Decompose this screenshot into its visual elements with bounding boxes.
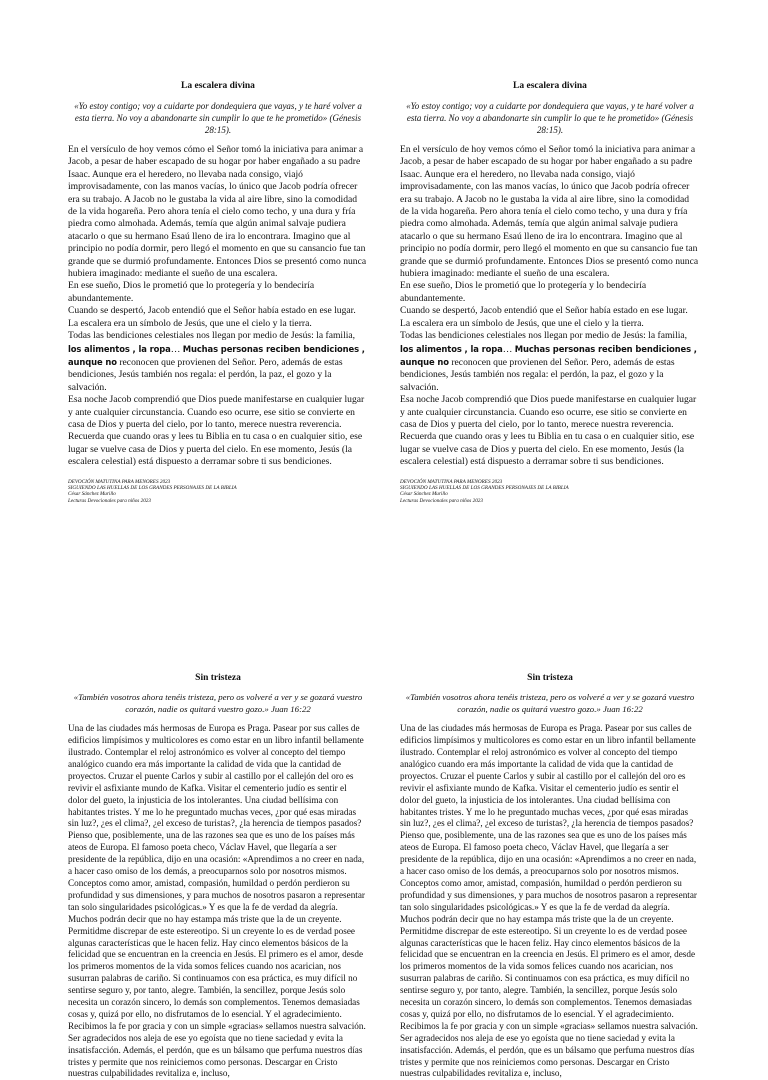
devotional-page-tristeza-left <box>68 672 368 1080</box>
bible-verse: «También vosotros ahora tenéis tristeza, pero os volveré a ver y se gozará vuestro corazón, nadie os quitará vuestro gozo.» Juan 16:22 <box>73 692 363 714</box>
bible-verse: «Yo estoy contigo; voy a cuidarte por dondequiera que vayas, y te haré volver a esta tierra. No voy a abandonarte sin cumplir lo que te he prometido» (Génesis 28:15). <box>74 101 362 135</box>
devotional-body: Una de las ciudades más hermosas de Europa es Praga. Pasear por sus calles de edificios limpísimos y multicolores es como estar en un libro infantil bellamente ilustrado. Contemplar el reloj astronómico es volver al concepto del tiempo analógico cuando era más importante la calidad de vida que la cantidad de proyectos. Cruzar el puente Carlos y subir al castillo por el callejón del oro es revivir el asfixiante mundo de Kafka. Visitar el cementerio judío es sentir el dolor del gueto, la injusticia de los intolerantes. Una ciudad bellísima con habitantes tristes. Y me lo he preguntado muchas veces, ¿por qué esas miradas sin luz?, ¿es el clima?, ¿el exceso de turistas?, ¿la herencia de tiempos pasados? Pienso que, posiblemente, una de las razones sea que es uno de los países más ateos de Europa. El famoso poeta checo, Václav Havel, que llegaría a ser presidente de la república, dijo en una ocasión: «Aprendimos a no creer en nada, a hacer caso omiso de los demás, a preocuparnos solo por nosotros mismos. Conceptos como amor, amistad, compasión, humildad o perdón perdieron su profundidad y sus dimensiones, y para muchos de nosotros pasaron a representar tan solo singularidades psicológicas.» Y es que la fe de verdad da alegría. Muchos podrán decir que no hay estampa más triste que la de un creyente. Permitidme discrepar de este estereotipo. Si un creyente lo es de verdad posee algunas características que le hacen feliz. Hay cinco elementos básicos de la felicidad que se encuentran en la creencia en Jesús. El primero es el amor, desde los primeros momentos de la vida somos felices cuando nos acarician, nos susurran palabras de cariño. Si continuamos con esa práctica, es muy difícil no sentirse seguro y, por tanto, alegre. También, la sencillez, porque Jesús solo necesita un corazón sincero, lo demás son complementos. Tenemos demasiadas cosas y, quizá por ello, no disfrutamos de lo esencial. Y el agradecimiento. Recibimos la fe por gracia y con un simple «gracias» sellamos nuestra salvación. Ser agradecidos nos aleja de ese yo egoísta que no tiene saciedad y evita la insatisfacción. Además, el perdón, que es un bálsamo que perfuma nuestros días tristes y permite que nos reiniciemos como personas. Descargar en Cristo nuestras culpabilidades revitaliza e, incluso, <box>68 723 366 1079</box>
page-title: Sin tristeza <box>195 673 241 683</box>
paragraph: Esa noche Jacob comprendió que Dios puede manifestarse en cualquier lugar y ante cualquier circunstancia. Cuando eso ocurre, ese sitio se convierte en casa de Dios y puerta del cielo, por lo tanto, merece nuestra reverencia. <box>68 394 365 430</box>
paragraph: Recuerda que cuando oras y lees tu Biblia en tu casa o en cualquier sitio, ese lugar se vuelve casa de Dios y puerta del cielo. En ese momento, Jesús (la escalera celestial) está dispuesto a derramar sobre ti sus bendiciones. <box>68 431 363 468</box>
paragraph: Todas las bendiciones celestiales nos llegan por medio de Jesús: la familia, los alimentos , la ropa… Muchas personas reciben bendiciones , aunque no reconocen que provienen del Señor. Pero, además de estas bendiciones, Jesús también nos regala: el perdón, la paz, el gozo y la salvación. <box>400 330 697 393</box>
handwritten-text: Muchas personas reciben bendiciones , aunque no <box>68 343 365 367</box>
credits: DEVOCIÓN MATUTINA PARA MENORES 2023 SIGUIENDO LAS HUELLAS DE LOS GRANDES PERSONAJES DE LA BIBLIA César Sánchez Murillo Lecturas Devocionales para niños 2023 <box>400 478 569 504</box>
paragraph: En ese sueño, Dios le prometió que lo protegería y lo bendeciría abundantemente. <box>400 280 647 304</box>
paragraph: Todas las bendiciones celestiales nos llegan por medio de Jesús: la familia, los alimentos , la ropa… Muchas personas reciben bendiciones , aunque no reconocen que provienen del Señor. Pero, además de estas bendiciones, Jesús también nos regala: el perdón, la paz, el gozo y la salvación. <box>68 330 365 393</box>
paragraph: Cuando se despertó, Jacob entendió que el Señor había estado en ese lugar. La escalera era un símbolo de Jesús, que une el cielo y la tierra. <box>400 305 688 329</box>
handwritten-text: los alimentos , la ropa <box>400 343 503 354</box>
paragraph: En el versículo de hoy vemos cómo el Señor tomó la iniciativa para animar a Jacob, a pesar de haber escapado de su hogar por haber engañado a su padre Isaac. Aunque era el heredero, no llevaba nada consigo, viajó improvisadamente, con las manos vacías, lo único que Jacob podría ofrecer era su trabajo. A Jacob no le gustaba la vida al aire libre, sino la comodidad de la vida hogareña. Pero ahora tenía el cielo como techo, y una dura y fría piedra como almohada. Además, temía que algún animal salvaje pudiera atacarlo o que su hermano Esaú lleno de ira lo encontrara. Imagino que al principio no podía dormir, pero llegó el momento en que su cansancio fue tan grande que se durmió profundamente. Entonces Dios se presentó como nunca hubiera imaginado: mediante el sueño de una escalera. <box>68 144 367 280</box>
bible-verse: «Yo estoy contigo; voy a cuidarte por dondequiera que vayas, y te haré volver a esta tierra. No voy a abandonarte sin cumplir lo que te he prometido» (Génesis 28:15). <box>406 101 694 135</box>
paragraph: En ese sueño, Dios le prometió que lo protegería y lo bendeciría abundantemente. <box>68 280 315 304</box>
devotional-body: Una de las ciudades más hermosas de Europa es Praga. Pasear por sus calles de edificios limpísimos y multicolores es como estar en un libro infantil bellamente ilustrado. Contemplar el reloj astronómico es volver al concepto del tiempo analógico cuando era más importante la calidad de vida que la cantidad de proyectos. Cruzar el puente Carlos y subir al castillo por el callejón del oro es revivir el asfixiante mundo de Kafka. Visitar el cementerio judío es sentir el dolor del gueto, la injusticia de los intolerantes. Una ciudad bellísima con habitantes tristes. Y me lo he preguntado muchas veces, ¿por qué esas miradas sin luz?, ¿es el clima?, ¿el exceso de turistas?, ¿la herencia de tiempos pasados? Pienso que, posiblemente, una de las razones sea que es uno de los países más ateos de Europa. El famoso poeta checo, Václav Havel, que llegaría a ser presidente de la república, dijo en una ocasión: «Aprendimos a no creer en nada, a hacer caso omiso de los demás, a preocuparnos solo por nosotros mismos. Conceptos como amor, amistad, compasión, humildad o perdón perdieron su profundidad y sus dimensiones, y para muchos de nosotros pasaron a representar tan solo singularidades psicológicas.» Y es que la fe de verdad da alegría. Muchos podrán decir que no hay estampa más triste que la de un creyente. Permitidme discrepar de este estereotipo. Si un creyente lo es de verdad posee algunas características que le hacen feliz. Hay cinco elementos básicos de la felicidad que se encuentran en la creencia en Jesús. El primero es el amor, desde los primeros momentos de la vida somos felices cuando nos acarician, nos susurran palabras de cariño. Si continuamos con esa práctica, es muy difícil no sentirse seguro y, por tanto, alegre. También, la sencillez, porque Jesús solo necesita un corazón sincero, lo demás son complementos. Tenemos demasiadas cosas y, quizá por ello, no disfrutamos de lo esencial. Y el agradecimiento. Recibimos la fe por gracia y con un simple «gracias» sellamos nuestra salvación. Ser agradecidos nos aleja de ese yo egoísta que no tiene saciedad y evita la insatisfacción. Además, el perdón, que es un bálsamo que perfuma nuestros días tristes y permite que nos reiniciemos como personas. Descargar en Cristo nuestras culpabilidades revitaliza e, incluso, <box>400 723 698 1079</box>
handwritten-text: los alimentos , la ropa <box>68 343 171 354</box>
devotional-body <box>68 144 368 469</box>
page-title: Sin tristeza <box>527 673 573 683</box>
paragraph: Esa noche Jacob comprendió que Dios puede manifestarse en cualquier lugar y ante cualquier circunstancia. Cuando eso ocurre, ese sitio se convierte en casa de Dios y puerta del cielo, por lo tanto, merece nuestra reverencia. <box>400 394 697 430</box>
bible-verse: «También vosotros ahora tenéis tristeza, pero os volveré a ver y se gozará vuestro corazón, nadie os quitará vuestro gozo.» Juan 16:22 <box>405 692 695 714</box>
devotional-page-tristeza-right <box>400 672 700 1080</box>
devotional-body <box>400 144 700 469</box>
devotional-page-escalera-left <box>68 80 368 504</box>
handwritten-text: Muchas personas reciben bendiciones , aunque no <box>400 343 697 367</box>
paragraph: En el versículo de hoy vemos cómo el Señor tomó la iniciativa para animar a Jacob, a pesar de haber escapado de su hogar por haber engañado a su padre Isaac. Aunque era el heredero, no llevaba nada consigo, viajó improvisadamente, con las manos vacías, lo único que Jacob podría ofrecer era su trabajo. A Jacob no le gustaba la vida al aire libre, sino la comodidad de la vida hogareña. Pero ahora tenía el cielo como techo, y una dura y fría piedra como almohada. Además, temía que algún animal salvaje pudiera atacarlo o que su hermano Esaú lleno de ira lo encontrara. Imagino que al principio no podía dormir, pero llegó el momento en que su cansancio fue tan grande que se durmió profundamente. Entonces Dios se presentó como nunca hubiera imaginado: mediante el sueño de una escalera. <box>400 144 699 280</box>
page-title: La escalera divina <box>181 81 255 91</box>
devotional-page-escalera-right <box>400 80 700 504</box>
page-title: La escalera divina <box>513 81 587 91</box>
paragraph: Cuando se despertó, Jacob entendió que el Señor había estado en ese lugar. La escalera era un símbolo de Jesús, que une el cielo y la tierra. <box>68 305 356 329</box>
paragraph: Recuerda que cuando oras y lees tu Biblia en tu casa o en cualquier sitio, ese lugar se vuelve casa de Dios y puerta del cielo. En ese momento, Jesús (la escalera celestial) está dispuesto a derramar sobre ti sus bendiciones. <box>400 431 695 468</box>
credits: DEVOCIÓN MATUTINA PARA MENORES 2023 SIGUIENDO LAS HUELLAS DE LOS GRANDES PERSONAJES DE LA BIBLIA César Sánchez Murillo Lecturas Devocionales para niños 2023 <box>68 478 237 504</box>
